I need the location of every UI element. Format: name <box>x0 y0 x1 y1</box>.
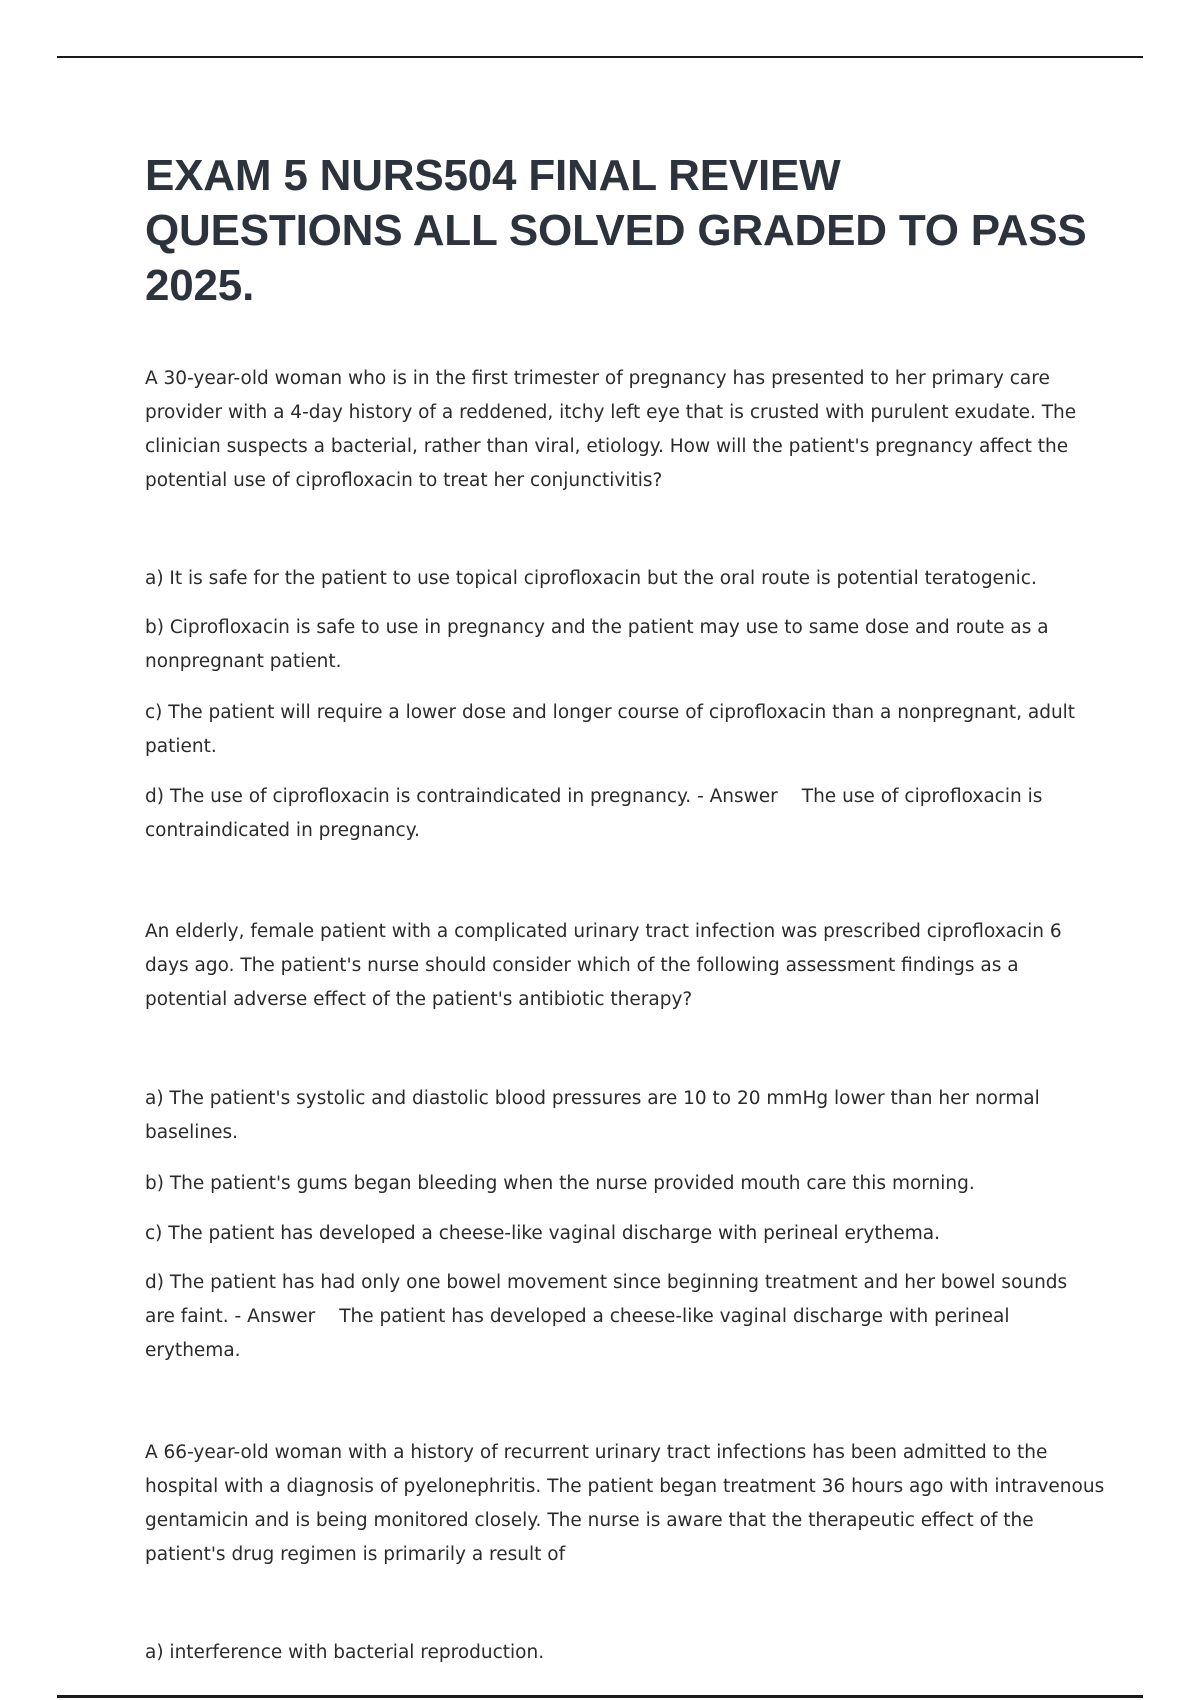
question-1-option-c: c) The patient will require a lower dose and longer course of ciprofloxacin than a nonpregnant, adult patient. <box>145 702 1076 757</box>
question-1-stem: A 30-year-old woman who is in the first trimester of pregnancy has presented to her primary care provider with a 4-day history of a reddened, itchy left eye that is crusted with purulent exudate. The clinician suspects a bacterial, rather than viral, etiology. How will the patient's pregnancy affect the potential use of ciprofloxacin to treat her conjunctivitis? <box>145 368 1077 491</box>
question-2-option-c: c) The patient has developed a cheese-like vaginal discharge with perineal erythema. <box>145 1223 940 1244</box>
question-1-option-a: a) It is safe for the patient to use topical ciprofloxacin but the oral route is potential teratogenic. <box>145 568 1037 589</box>
question-1-option-d <box>145 780 1105 848</box>
question-2-option-a: a) The patient's systolic and diastolic blood pressures are 10 to 20 mmHg lower than her normal baselines. <box>145 1088 1040 1143</box>
question-3-option-a: a) interference with bacterial reproduction. <box>145 1642 545 1663</box>
question-2-option-b: b) The patient's gums began bleeding when the nurse provided mouth care this morning. <box>145 1173 975 1194</box>
question-2-option-d-text: d) The patient has had only one bowel movement since beginning treatment and her bowel sounds are faint. - Answer <box>145 1272 1068 1327</box>
question-2-option-d <box>145 1266 1090 1368</box>
question-1-answer: The use of ciprofloxacin is contraindicated in pregnancy. <box>145 786 1043 841</box>
question-2-stem: An elderly, female patient with a complicated urinary tract infection was prescribed ciprofloxacin 6 days ago. The patient's nurse should consider which of the following assessment findings as a potential adverse effect of the patient's antibiotic therapy? <box>145 921 1062 1010</box>
question-1-option-d-text: d) The use of ciprofloxacin is contraindicated in pregnancy. - Answer <box>145 786 778 807</box>
question-2-answer: The patient has developed a cheese-like vaginal discharge with perineal erythema. <box>145 1306 1010 1361</box>
question-3-stem: A 66-year-old woman with a history of recurrent urinary tract infections has been admitted to the hospital with a diagnosis of pyelonephritis. The patient began treatment 36 hours ago with intravenous gentamicin and is being monitored closely. The nurse is aware that the therapeutic effect of the patient's drug regimen is primarily a result of <box>145 1442 1105 1565</box>
top-rule <box>57 56 1143 58</box>
question-1-option-b: b) Ciprofloxacin is safe to use in pregnancy and the patient may use to same dose and route as a nonpregnant patient. <box>145 617 1049 672</box>
document-title: EXAM 5 NURS504 FINAL REVIEW QUESTIONS ALL SOLVED GRADED TO PASS 2025. <box>145 151 1087 310</box>
bottom-rule <box>57 1695 1143 1698</box>
